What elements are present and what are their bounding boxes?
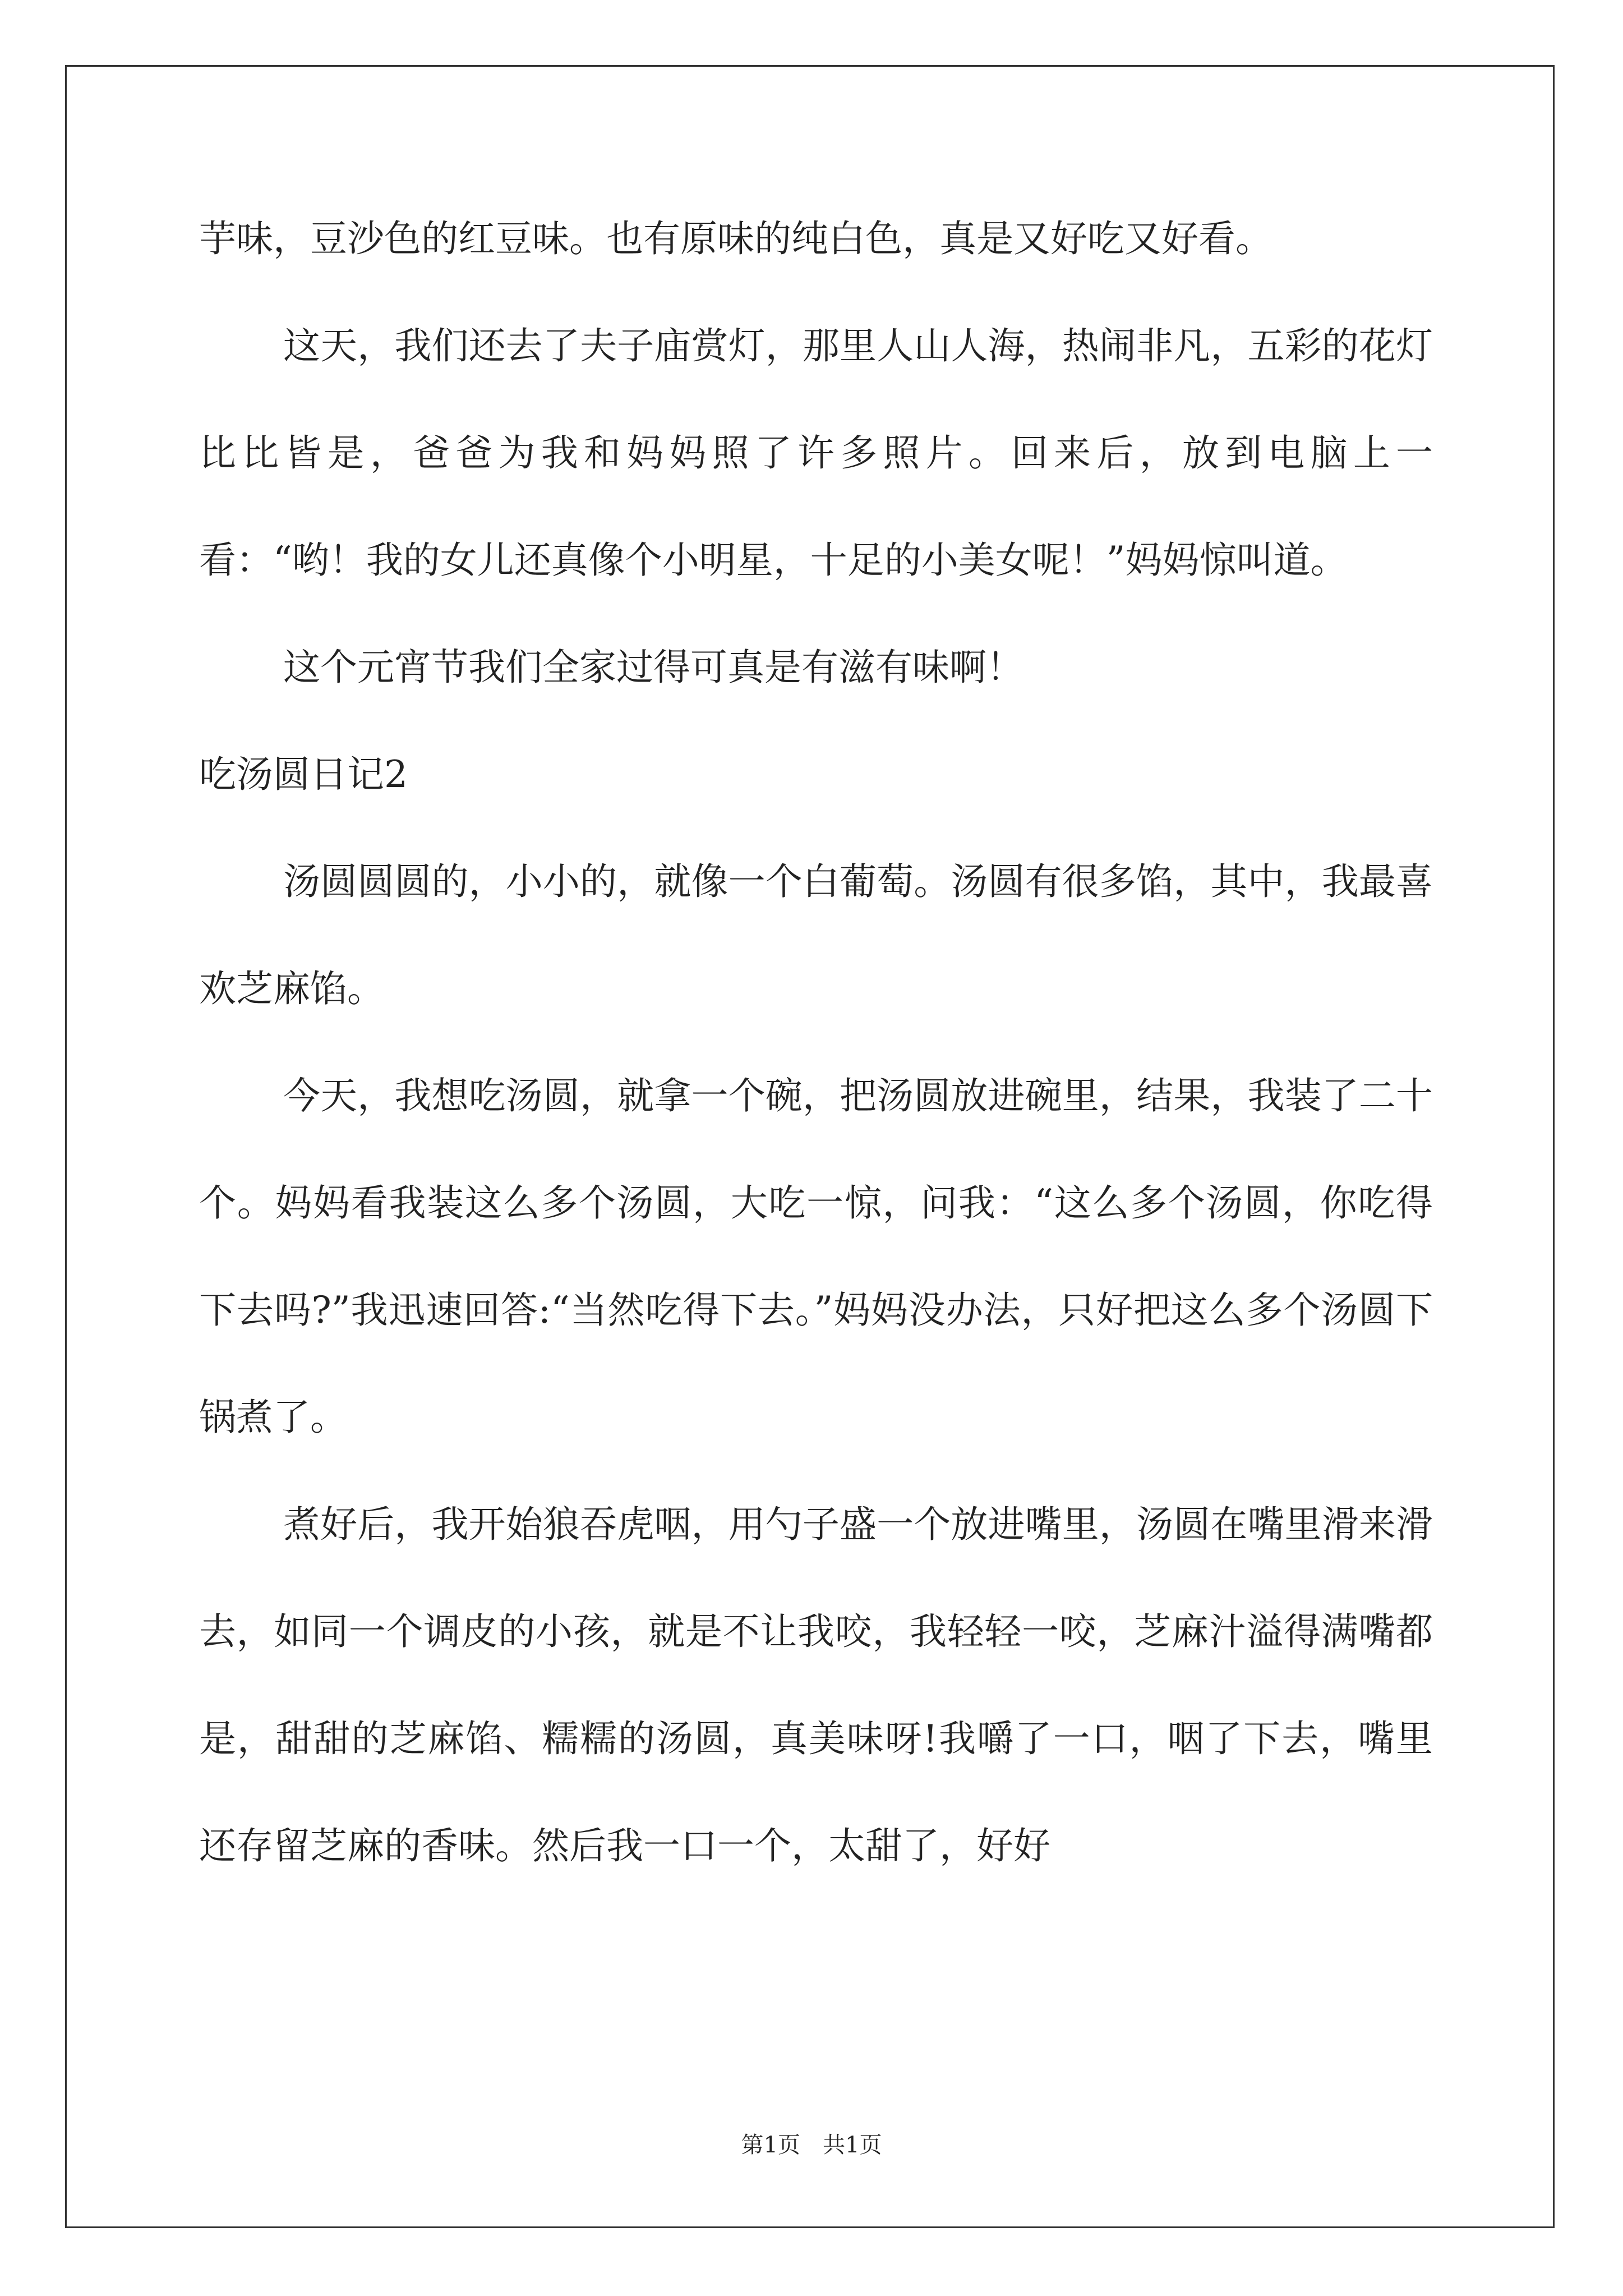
document-body (199, 185, 1433, 1899)
paragraph: 这个元宵节我们全家过得可真是有滋有味啊！ (283, 646, 1023, 689)
paragraph: 汤圆圆圆的，小小的，就像一个白葡萄。汤圆有很多馅，其中，我最喜欢芝麻馅。 (199, 860, 1433, 1010)
section-heading: 吃汤圆日记2 (199, 753, 408, 796)
page-footer: 第1页 共1页 (741, 2132, 882, 2158)
paragraph: 这天，我们还去了夫子庙赏灯，那里人山人海，热闹非凡，五彩的花灯比比皆是，爸爸为我和妈妈照了许多照片。回来后，放到电脑上一看：“哟！我的女儿还真像个小明星，十足的小美女呢！”妈妈惊叫道。 (199, 324, 1433, 582)
paragraph: 今天，我想吃汤圆，就拿一个碗，把汤圆放进碗里，结果，我装了二十个。妈妈看我装这么多个汤圆，大吃一惊，问我：“这么多个汤圆，你吃得下去吗?”我迅速回答:“当然吃得下去。”妈妈没办法，只好把这么多个汤圆下锅煮了。 (199, 1074, 1433, 1439)
paragraph: 煮好后，我开始狼吞虎咽，用勺子盛一个放进嘴里，汤圆在嘴里滑来滑去，如同一个调皮的小孩，就是不让我咬，我轻轻一咬，芝麻汁溢得满嘴都是，甜甜的芝麻馅、糯糯的汤圆，真美味呀!我嚼了一口，咽了下去，嘴里还存留芝麻的香味。然后我一口一个，太甜了，好好 (199, 1503, 1433, 1867)
paragraph-continuation: 芋味，豆沙色的红豆味。也有原味的纯白色，真是又好吃又好看。 (199, 217, 1272, 260)
